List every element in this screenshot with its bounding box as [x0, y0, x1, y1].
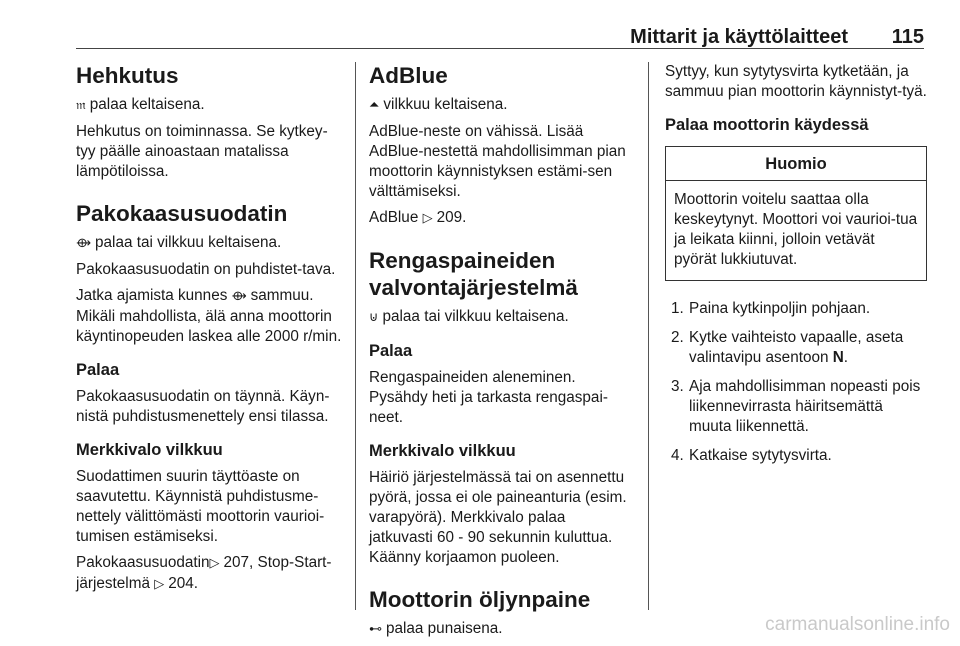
exhaust-filter-icon: ⟴ — [231, 289, 247, 304]
subheading-palaa: Palaa — [369, 342, 413, 360]
steps-list — [665, 299, 927, 466]
tyre-pressure-icon: ⊍ — [369, 310, 379, 325]
list-item: 2. Kytke vaihteisto vapaalle, aseta valintavipu asentoon N. — [671, 329, 904, 366]
paragraph: Rengaspaineiden aleneminen. Pysähdy heti ja tarkasta rengaspai-neet. — [369, 369, 608, 426]
paragraph: Suodattimen suurin täyttöaste on saavutettu. Käynnistä puhdistusme-nettely välittömästi moottorin vaurioi-tumisen estämiseksi. — [76, 468, 325, 545]
oil-pressure-icon: ⊷ — [369, 622, 382, 637]
page-ref-arrow-icon: ▷ — [154, 577, 165, 592]
paragraph: AdBlue-neste on vähissä. Lisää AdBlue-nestettä mahdollisimman pian moottorin käynnistyksen estämi-sen välttämiseksi. — [369, 123, 626, 200]
column-divider — [648, 62, 649, 610]
adblue-icon: ⏶ — [369, 98, 380, 113]
paragraph: Jatka ajamista kunnes ⟴ sammuu. Mikäli mahdollista, älä anna moottorin käyntinopeuden laskea alle 2000 r/min. — [76, 287, 342, 345]
caution-box — [665, 146, 927, 281]
caution-text: Moottorin voitelu saattaa olla keskeytynyt. Moottori voi vaurioi-tua ja leikata kiinni, jolloin vetävät pyörät lukkiutuvat. — [674, 191, 918, 268]
paragraph: Häiriö järjestelmässä tai on asennettu pyörä, jossa ei ole paineanturia (esim. varapyörä). Merkkivalo palaa jatkuvasti 60 - 90 sekunnin kuluttua. Käänny korjaamon puoleen. — [369, 469, 627, 566]
heading-moottorin-oljynpaine: Moottorin öljynpaine — [369, 587, 591, 612]
column-1 — [76, 62, 346, 601]
column-2 — [369, 62, 631, 646]
caution-heading: Huomio — [666, 147, 926, 181]
list-item: 4. Katkaise sytytysvirta. — [671, 447, 832, 464]
paragraph: AdBlue ▷ 209. — [369, 209, 467, 226]
column-divider — [355, 62, 356, 610]
subheading-merkkivalo-vilkkuu: Merkkivalo vilkkuu — [76, 441, 223, 459]
list-item: 3. Aja mahdollisimman nopeasti pois liikennevirrasta häiritsemättä muuta liikennettä. — [671, 378, 921, 435]
paragraph: ⟴ palaa tai vilkkuu keltaisena. — [76, 234, 282, 251]
subheading-palaa: Palaa — [76, 361, 120, 379]
heading-pakokaasusuodatin: Pakokaasusuodatin — [76, 201, 288, 226]
paragraph: Pakokaasusuodatin on täynnä. Käyn-nistä puhdistusmenettely ensi tilassa. — [76, 388, 330, 425]
heading-hehkutus: Hehkutus — [76, 63, 179, 88]
heading-rengaspaineiden: Rengaspaineiden valvontajärjestelmä — [369, 248, 578, 300]
page-ref-arrow-icon: ▷ — [209, 556, 220, 571]
paragraph: ⊷ palaa punaisena. — [369, 620, 503, 637]
column-3 — [665, 62, 927, 475]
paragraph: Pakokaasusuodatin▷ 207, Stop-Start-järjestelmä ▷ 204. — [76, 554, 332, 592]
page-header — [76, 22, 924, 49]
list-item: 1. Paina kytkinpoljin pohjaan. — [671, 300, 871, 317]
page-number: 115 — [891, 26, 924, 48]
page-ref-arrow-icon: ▷ — [422, 211, 433, 226]
glow-plug-icon: 𝔪 — [76, 98, 86, 113]
paragraph: Pakokaasusuodatin on puhdistet-tava. — [76, 261, 336, 278]
paragraph: 𝔪 palaa keltaisena. — [76, 96, 205, 113]
chapter-title: Mittarit ja käyttölaitteet — [630, 26, 848, 48]
subheading-palaa-moottorin-kaydessa: Palaa moottorin käydessä — [665, 116, 869, 134]
paragraph: Syttyy, kun sytytysvirta kytketään, ja sammuu pian moottorin käynnistyt-tyä. — [665, 63, 927, 100]
paragraph: ⊍ palaa tai vilkkuu keltaisena. — [369, 308, 569, 325]
paragraph: Hehkutus on toiminnassa. Se kytkey-tyy päälle ainoastaan matalissa lämpötiloissa. — [76, 123, 328, 180]
paragraph: ⏶ vilkkuu keltaisena. — [369, 96, 508, 113]
subheading-merkkivalo-vilkkuu: Merkkivalo vilkkuu — [369, 442, 516, 460]
exhaust-filter-icon: ⟴ — [76, 236, 92, 251]
watermark: carmanualsonline.info — [765, 614, 950, 635]
heading-adblue: AdBlue — [369, 63, 448, 88]
